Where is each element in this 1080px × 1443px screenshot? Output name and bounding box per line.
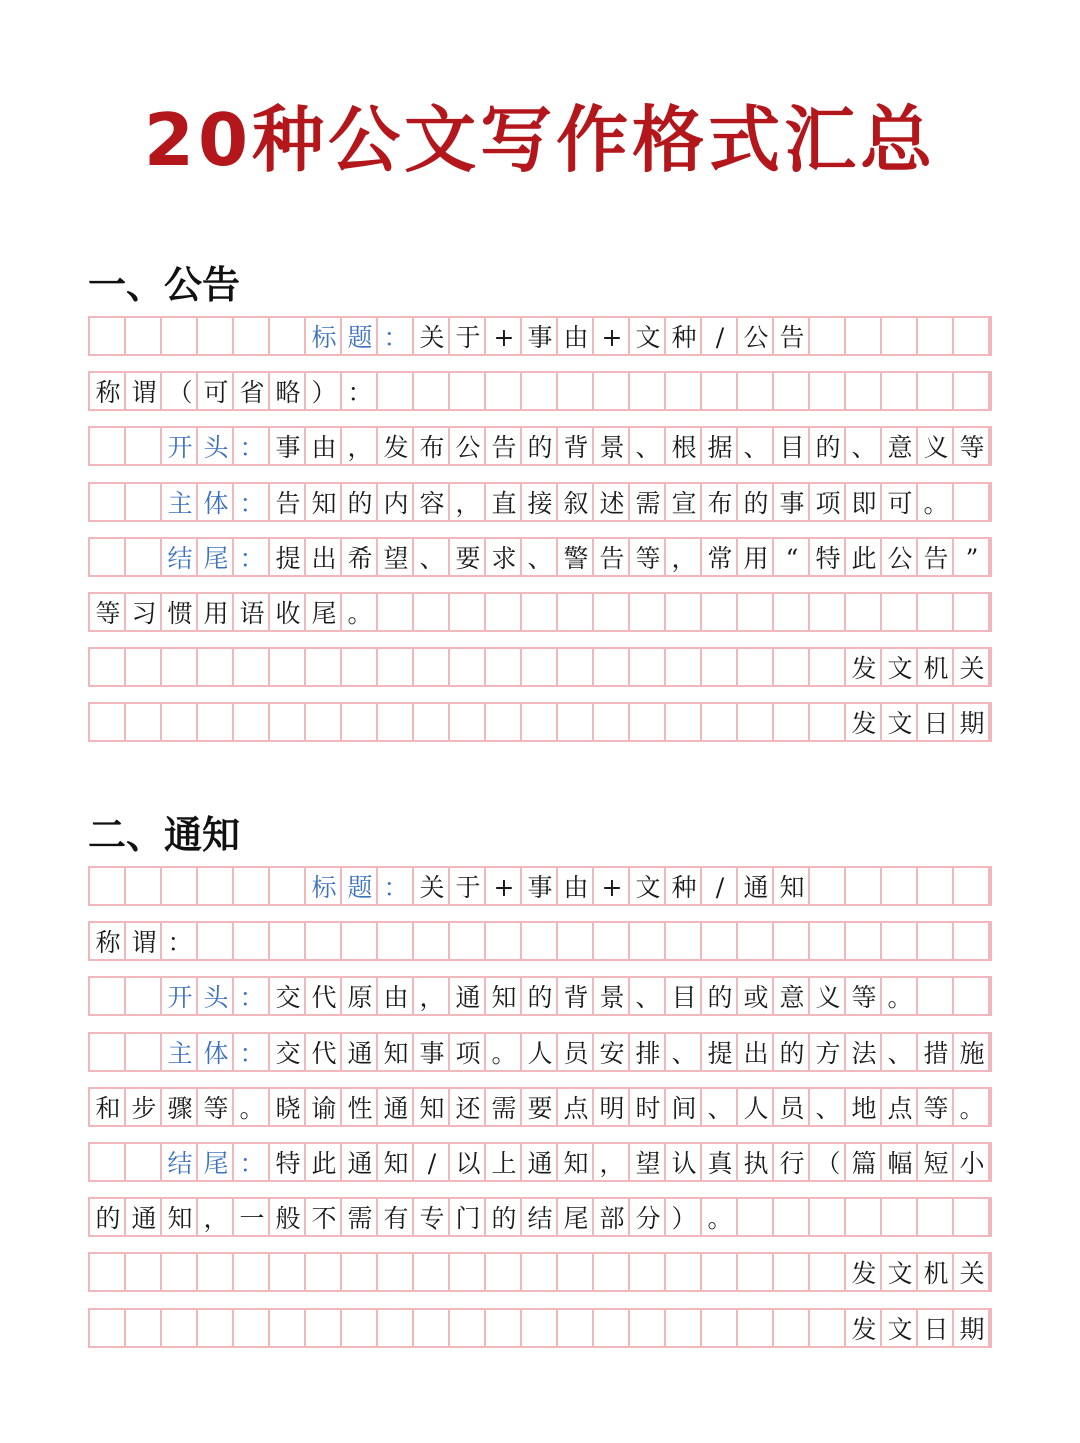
text-char: 以 bbox=[455, 1149, 481, 1178]
text-char: 的 bbox=[527, 433, 553, 462]
text-char: 关 bbox=[419, 323, 445, 352]
text-char: 短 bbox=[923, 1149, 949, 1178]
text-char: 发 bbox=[851, 1259, 877, 1288]
grid-row bbox=[88, 426, 992, 466]
text-char: 等 bbox=[923, 1094, 949, 1123]
text-char: 需 bbox=[635, 489, 661, 518]
label-char: 开 bbox=[167, 983, 193, 1012]
text-char: 还 bbox=[455, 1094, 481, 1123]
text-char: 布 bbox=[419, 433, 445, 462]
text-char: 间 bbox=[671, 1094, 697, 1123]
text-char: 种 bbox=[671, 873, 697, 902]
text-char: 内 bbox=[383, 489, 409, 518]
text-char: 即 bbox=[851, 489, 877, 518]
text-char: 关 bbox=[419, 873, 445, 902]
text-char: ， bbox=[599, 1149, 625, 1178]
grid-row bbox=[88, 371, 992, 411]
text-char: 由 bbox=[563, 873, 589, 902]
text-char: 通 bbox=[455, 983, 481, 1012]
text-char: 不 bbox=[311, 1204, 337, 1233]
text-char: 、 bbox=[635, 983, 661, 1012]
text-char: 宣 bbox=[671, 489, 697, 518]
text-char: 员 bbox=[779, 1094, 805, 1123]
label-char: 主 bbox=[167, 489, 193, 518]
text-char: 由 bbox=[563, 323, 589, 352]
text-char: 知 bbox=[779, 873, 805, 902]
text-char: 特 bbox=[275, 1149, 301, 1178]
text-char: 真 bbox=[707, 1149, 733, 1178]
text-char: 、 bbox=[635, 433, 661, 462]
text-char: 告 bbox=[923, 544, 949, 573]
text-char: 等 bbox=[959, 433, 985, 462]
text-char: 景 bbox=[599, 433, 625, 462]
text-char: 语 bbox=[239, 599, 265, 628]
writing-grid-notice bbox=[88, 866, 992, 1363]
grid-row bbox=[88, 1032, 992, 1072]
text-char: 意 bbox=[779, 983, 805, 1012]
label-char: 题 bbox=[347, 873, 373, 902]
label-char: 主 bbox=[167, 1039, 193, 1068]
grid-row bbox=[88, 1142, 992, 1182]
text-char: 公 bbox=[455, 433, 481, 462]
text-char: 景 bbox=[599, 983, 625, 1012]
label-char: 头 bbox=[203, 983, 229, 1012]
text-char: 略 bbox=[275, 378, 301, 407]
text-char: 公 bbox=[887, 544, 913, 573]
text-char: （ bbox=[815, 1149, 841, 1178]
text-char: 措 bbox=[923, 1039, 949, 1068]
text-char: 篇 bbox=[851, 1149, 877, 1178]
text-char: ： bbox=[347, 378, 373, 407]
text-char: 时 bbox=[635, 1094, 661, 1123]
label-char: 题 bbox=[347, 323, 373, 352]
text-char: 要 bbox=[455, 544, 481, 573]
text-char: 公 bbox=[743, 323, 769, 352]
text-char: 地 bbox=[851, 1094, 877, 1123]
text-char: ， bbox=[671, 544, 697, 573]
text-char: 文 bbox=[887, 1259, 913, 1288]
text-char: 望 bbox=[635, 1149, 661, 1178]
text-char: ， bbox=[455, 489, 481, 518]
text-char: 或 bbox=[743, 983, 769, 1012]
text-char: 文 bbox=[887, 654, 913, 683]
grid-row bbox=[88, 921, 992, 961]
label-char: 体 bbox=[203, 489, 229, 518]
text-char: 用 bbox=[743, 544, 769, 573]
label-char: 结 bbox=[167, 1149, 193, 1178]
text-char: + bbox=[493, 323, 515, 352]
text-char: 据 bbox=[707, 433, 733, 462]
text-char: 知 bbox=[563, 1149, 589, 1178]
text-char: 方 bbox=[815, 1039, 841, 1068]
text-char: 有 bbox=[383, 1204, 409, 1233]
text-char: 告 bbox=[491, 433, 517, 462]
text-char: 的 bbox=[527, 983, 553, 1012]
text-char: 通 bbox=[383, 1094, 409, 1123]
label-char: 结 bbox=[167, 544, 193, 573]
text-char: 尾 bbox=[563, 1204, 589, 1233]
text-char: 文 bbox=[887, 1315, 913, 1344]
text-char: 惯 bbox=[167, 599, 193, 628]
text-char: 谕 bbox=[311, 1094, 337, 1123]
text-char: 根 bbox=[671, 433, 697, 462]
text-char: 发 bbox=[851, 709, 877, 738]
text-char: ” bbox=[965, 544, 979, 573]
text-char: + bbox=[601, 323, 623, 352]
text-char: 义 bbox=[923, 433, 949, 462]
text-char: 关 bbox=[959, 1259, 985, 1288]
text-char: 容 bbox=[419, 489, 445, 518]
text-char: 的 bbox=[95, 1204, 121, 1233]
text-char: 特 bbox=[815, 544, 841, 573]
label-char: 体 bbox=[203, 1039, 229, 1068]
text-char: 等 bbox=[635, 544, 661, 573]
text-char: 。 bbox=[239, 1094, 265, 1123]
grid-row bbox=[88, 866, 992, 906]
grid-row bbox=[88, 976, 992, 1016]
label-char: ： bbox=[239, 1149, 265, 1178]
text-char: 告 bbox=[599, 544, 625, 573]
text-char: 发 bbox=[851, 1315, 877, 1344]
page-title: 20种公文写作格式汇总 bbox=[143, 98, 937, 182]
text-char: 、 bbox=[815, 1094, 841, 1123]
text-char: 直 bbox=[491, 489, 517, 518]
text-char: / bbox=[715, 873, 725, 902]
text-char: 收 bbox=[275, 599, 301, 628]
text-char: 尾 bbox=[311, 599, 337, 628]
text-char: 的 bbox=[743, 489, 769, 518]
text-char: 点 bbox=[887, 1094, 913, 1123]
text-char: 和 bbox=[95, 1094, 121, 1123]
text-char: 点 bbox=[563, 1094, 589, 1123]
text-char: 警 bbox=[563, 544, 589, 573]
text-char: 求 bbox=[491, 544, 517, 573]
text-char: 关 bbox=[959, 654, 985, 683]
text-char: 专 bbox=[419, 1204, 445, 1233]
grid-row bbox=[88, 592, 992, 632]
grid-row bbox=[88, 1197, 992, 1237]
text-char: 等 bbox=[95, 599, 121, 628]
text-char: 、 bbox=[707, 1094, 733, 1123]
text-char: 由 bbox=[383, 983, 409, 1012]
text-char: 文 bbox=[635, 873, 661, 902]
text-char: 期 bbox=[959, 709, 985, 738]
text-char: 知 bbox=[491, 983, 517, 1012]
text-char: 种 bbox=[671, 323, 697, 352]
label-char: 尾 bbox=[203, 1149, 229, 1178]
text-char: 谓 bbox=[131, 378, 157, 407]
text-char: 。 bbox=[347, 599, 373, 628]
text-char: 称 bbox=[95, 928, 121, 957]
text-char: 期 bbox=[959, 1315, 985, 1344]
text-char: 排 bbox=[635, 1039, 661, 1068]
label-char: 头 bbox=[203, 433, 229, 462]
text-char: 。 bbox=[491, 1039, 517, 1068]
text-char: 人 bbox=[743, 1094, 769, 1123]
text-char: ） bbox=[671, 1204, 697, 1233]
text-char: 。 bbox=[707, 1204, 733, 1233]
text-char: 知 bbox=[167, 1204, 193, 1233]
text-char: 认 bbox=[671, 1149, 697, 1178]
text-char: 目 bbox=[779, 433, 805, 462]
section-heading-announcement: 一、公告 bbox=[88, 263, 241, 307]
text-char: 项 bbox=[455, 1039, 481, 1068]
text-char: 此 bbox=[851, 544, 877, 573]
section-heading-notice: 二、通知 bbox=[88, 813, 241, 857]
text-char: 可 bbox=[887, 489, 913, 518]
text-char: 叙 bbox=[563, 489, 589, 518]
grid-row bbox=[88, 647, 992, 687]
label-char: 尾 bbox=[203, 544, 229, 573]
text-char: 谓 bbox=[131, 928, 157, 957]
text-char: 接 bbox=[527, 489, 553, 518]
text-char: 事 bbox=[527, 323, 553, 352]
grid-row bbox=[88, 316, 992, 356]
text-char: 上 bbox=[491, 1149, 517, 1178]
text-char: 望 bbox=[383, 544, 409, 573]
text-char: 。 bbox=[959, 1094, 985, 1123]
text-char: ， bbox=[419, 983, 445, 1012]
text-char: 事 bbox=[275, 433, 301, 462]
grid-row bbox=[88, 537, 992, 577]
label-char: ： bbox=[239, 983, 265, 1012]
grid-row bbox=[88, 1252, 992, 1292]
text-char: 幅 bbox=[887, 1149, 913, 1178]
text-char: 性 bbox=[347, 1094, 373, 1123]
text-char: 机 bbox=[923, 654, 949, 683]
text-char: 交 bbox=[275, 1039, 301, 1068]
text-char: 机 bbox=[923, 1259, 949, 1288]
text-char: ） bbox=[311, 378, 337, 407]
text-char: 代 bbox=[311, 983, 337, 1012]
text-char: 行 bbox=[779, 1149, 805, 1178]
text-char: 发 bbox=[851, 654, 877, 683]
text-char: 安 bbox=[599, 1039, 625, 1068]
text-char: + bbox=[493, 873, 515, 902]
text-char: 由 bbox=[311, 433, 337, 462]
text-char: 通 bbox=[131, 1204, 157, 1233]
text-char: 的 bbox=[779, 1039, 805, 1068]
text-char: 知 bbox=[311, 489, 337, 518]
text-char: 分 bbox=[635, 1204, 661, 1233]
grid-row bbox=[88, 702, 992, 742]
writing-grid-announcement bbox=[88, 316, 992, 758]
text-char: 通 bbox=[347, 1149, 373, 1178]
text-char: 等 bbox=[851, 983, 877, 1012]
text-char: 、 bbox=[743, 433, 769, 462]
text-char: 发 bbox=[383, 433, 409, 462]
text-char: 小 bbox=[959, 1149, 985, 1178]
text-char: 知 bbox=[383, 1039, 409, 1068]
text-char: 代 bbox=[311, 1039, 337, 1068]
text-char: 晓 bbox=[275, 1094, 301, 1123]
text-char: 用 bbox=[203, 599, 229, 628]
text-char: 部 bbox=[599, 1204, 625, 1233]
grid-row bbox=[88, 1308, 992, 1348]
text-char: 出 bbox=[311, 544, 337, 573]
text-char: （ bbox=[167, 378, 193, 407]
text-char: 于 bbox=[455, 323, 481, 352]
text-char: 称 bbox=[95, 378, 121, 407]
text-char: 目 bbox=[671, 983, 697, 1012]
text-char: 、 bbox=[671, 1039, 697, 1068]
label-char: 开 bbox=[167, 433, 193, 462]
text-char: 提 bbox=[707, 1039, 733, 1068]
text-char: 于 bbox=[455, 873, 481, 902]
label-char: ： bbox=[239, 489, 265, 518]
text-char: 人 bbox=[527, 1039, 553, 1068]
text-char: 背 bbox=[563, 433, 589, 462]
text-char: 交 bbox=[275, 983, 301, 1012]
text-char: 等 bbox=[203, 1094, 229, 1123]
text-char: 事 bbox=[419, 1039, 445, 1068]
label-char: ： bbox=[239, 433, 265, 462]
text-char: 法 bbox=[851, 1039, 877, 1068]
text-char: 原 bbox=[347, 983, 373, 1012]
text-char: 义 bbox=[815, 983, 841, 1012]
text-char: 可 bbox=[203, 378, 229, 407]
text-char: 。 bbox=[923, 489, 949, 518]
text-char: 的 bbox=[347, 489, 373, 518]
text-char: 日 bbox=[923, 709, 949, 738]
text-char: 告 bbox=[779, 323, 805, 352]
text-char: 、 bbox=[851, 433, 877, 462]
label-char: ： bbox=[239, 1039, 265, 1068]
text-char: 门 bbox=[455, 1204, 481, 1233]
text-char: 文 bbox=[887, 709, 913, 738]
text-char: 事 bbox=[527, 873, 553, 902]
label-char: ： bbox=[239, 544, 265, 573]
text-char: 的 bbox=[707, 983, 733, 1012]
text-char: “ bbox=[785, 544, 799, 573]
text-char: 般 bbox=[275, 1204, 301, 1233]
text-char: / bbox=[715, 323, 725, 352]
text-char: 员 bbox=[563, 1039, 589, 1068]
text-char: + bbox=[601, 873, 623, 902]
text-char: 要 bbox=[527, 1094, 553, 1123]
text-char: 通 bbox=[743, 873, 769, 902]
text-char: 通 bbox=[527, 1149, 553, 1178]
text-char: 提 bbox=[275, 544, 301, 573]
text-char: 。 bbox=[887, 983, 913, 1012]
text-char: 骤 bbox=[167, 1094, 193, 1123]
text-char: 、 bbox=[527, 544, 553, 573]
text-char: 背 bbox=[563, 983, 589, 1012]
text-char: 告 bbox=[275, 489, 301, 518]
text-char: 的 bbox=[815, 433, 841, 462]
text-char: 知 bbox=[419, 1094, 445, 1123]
text-char: 习 bbox=[131, 599, 157, 628]
text-char: 需 bbox=[491, 1094, 517, 1123]
text-char: 意 bbox=[887, 433, 913, 462]
text-char: 施 bbox=[959, 1039, 985, 1068]
label-char: 标 bbox=[311, 323, 337, 352]
text-char: 、 bbox=[887, 1039, 913, 1068]
text-char: 知 bbox=[383, 1149, 409, 1178]
text-char: 执 bbox=[743, 1149, 769, 1178]
text-char: ， bbox=[203, 1204, 229, 1233]
text-char: 文 bbox=[635, 323, 661, 352]
label-char: ： bbox=[383, 323, 409, 352]
text-char: 此 bbox=[311, 1149, 337, 1178]
text-char: 需 bbox=[347, 1204, 373, 1233]
text-char: ： bbox=[167, 928, 193, 957]
text-char: / bbox=[427, 1149, 437, 1178]
text-char: 事 bbox=[779, 489, 805, 518]
text-char: 布 bbox=[707, 489, 733, 518]
grid-row bbox=[88, 482, 992, 522]
grid-row bbox=[88, 1087, 992, 1127]
text-char: 、 bbox=[419, 544, 445, 573]
text-char: 的 bbox=[491, 1204, 517, 1233]
text-char: 步 bbox=[131, 1094, 157, 1123]
text-char: 出 bbox=[743, 1039, 769, 1068]
label-char: ： bbox=[383, 873, 409, 902]
text-char: 一 bbox=[239, 1204, 265, 1233]
text-char: 明 bbox=[599, 1094, 625, 1123]
text-char: 项 bbox=[815, 489, 841, 518]
text-char: 希 bbox=[347, 544, 373, 573]
text-char: 省 bbox=[239, 378, 265, 407]
text-char: 结 bbox=[527, 1204, 553, 1233]
label-char: 标 bbox=[311, 873, 337, 902]
text-char: ， bbox=[347, 433, 373, 462]
text-char: 通 bbox=[347, 1039, 373, 1068]
text-char: 常 bbox=[707, 544, 733, 573]
text-char: 述 bbox=[599, 489, 625, 518]
text-char: 日 bbox=[923, 1315, 949, 1344]
